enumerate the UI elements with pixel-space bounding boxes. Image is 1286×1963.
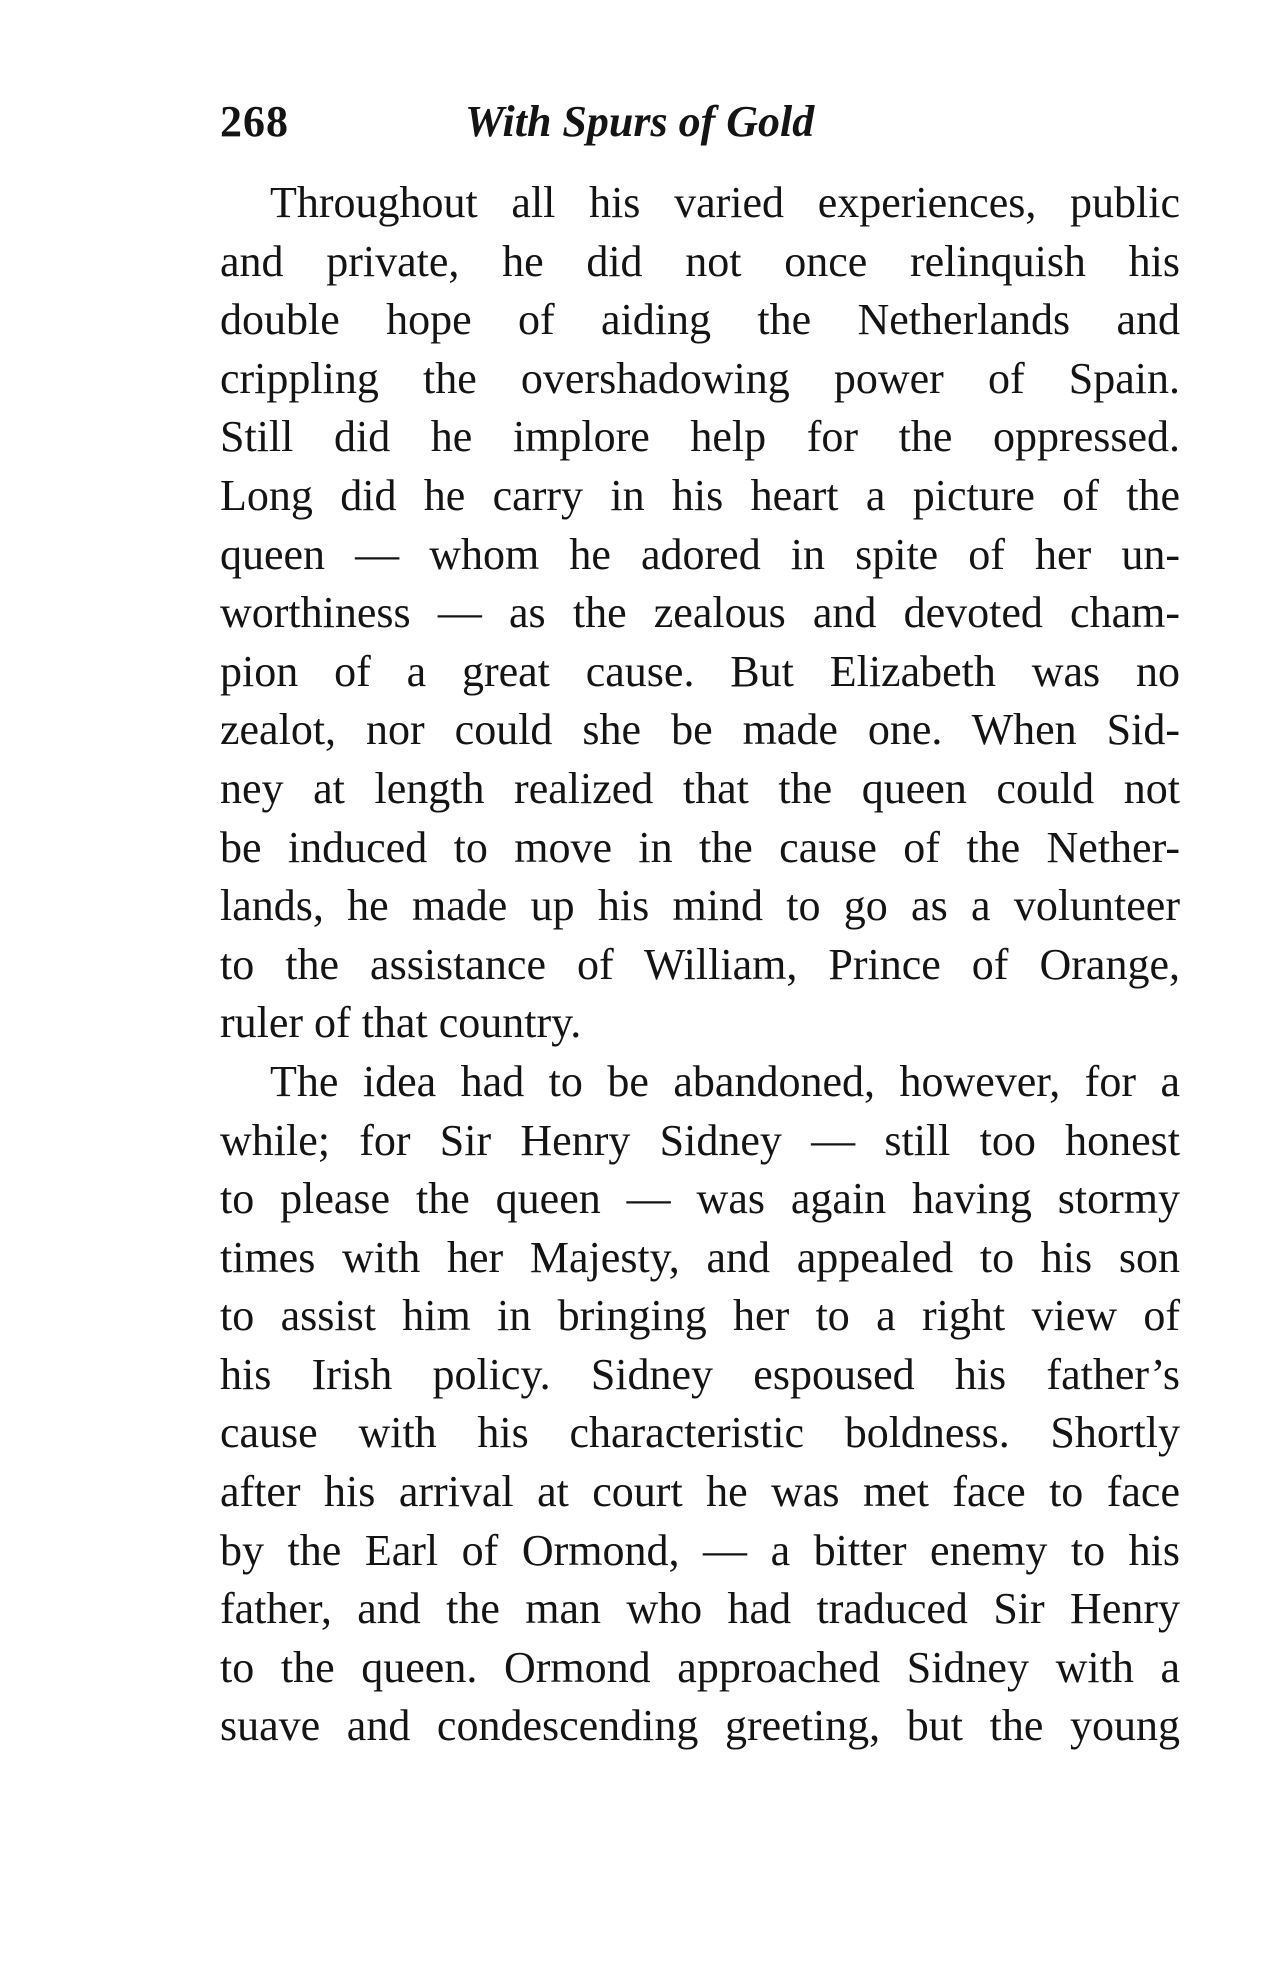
text-line: The idea had to be abandoned, however, for a — [270, 1056, 1180, 1106]
text-line: pion of a great cause. But Elizabeth was no — [220, 646, 1180, 696]
text-line: times with her Majesty, and appealed to his son — [220, 1232, 1180, 1282]
running-head — [220, 92, 1180, 152]
text-line: suave and condescending greeting, but the young — [220, 1701, 1180, 1751]
text-line: after his arrival at court he was met face to face — [220, 1467, 1180, 1517]
text-line: to please the queen — was again having stormy — [220, 1174, 1180, 1224]
running-title: With Spurs of Gold — [465, 97, 815, 146]
text-line: to assist him in bringing her to a right view of — [220, 1291, 1180, 1341]
text-line: double hope of aiding the Netherlands and — [220, 295, 1180, 345]
text-line: Throughout all his varied experiences, public — [270, 178, 1180, 227]
text-line: father, and the man who had traduced Sir Henry — [220, 1584, 1180, 1634]
text-line: to the queen. Ormond approached Sidney with a — [220, 1642, 1180, 1692]
text-line: ruler of that country. — [220, 998, 582, 1048]
text-line: Still did he implore help for the oppressed. — [220, 412, 1180, 462]
text-line: worthiness — as the zealous and devoted cham- — [220, 588, 1180, 638]
text-line: by the Earl of Ormond, — a bitter enemy to his — [220, 1525, 1180, 1575]
text-line: while; for Sir Henry Sidney — still too honest — [220, 1115, 1180, 1165]
text-line: be induced to move in the cause of the Nether- — [220, 822, 1180, 872]
text-line: queen — whom he adored in spite of her un- — [220, 529, 1180, 579]
text-line: zealot, nor could she be made one. When Sid- — [220, 705, 1180, 755]
text-line: his Irish policy. Sidney espoused his father’s — [220, 1349, 1180, 1399]
text-line: ney at length realized that the queen could not — [220, 763, 1180, 813]
text-line: lands, he made up his mind to go as a volunteer — [220, 881, 1180, 931]
text-line: cause with his characteristic boldness. Shortly — [220, 1408, 1180, 1458]
text-line: and private, he did not once relinquish his — [220, 236, 1180, 286]
text-line: to the assistance of William, Prince of Orange, — [220, 939, 1180, 989]
text-line: Long did he carry in his heart a picture of the — [220, 470, 1180, 520]
text-line: crippling the overshadowing power of Spain. — [220, 353, 1180, 403]
body-text — [220, 174, 1180, 1756]
page-number: 268 — [220, 97, 289, 146]
